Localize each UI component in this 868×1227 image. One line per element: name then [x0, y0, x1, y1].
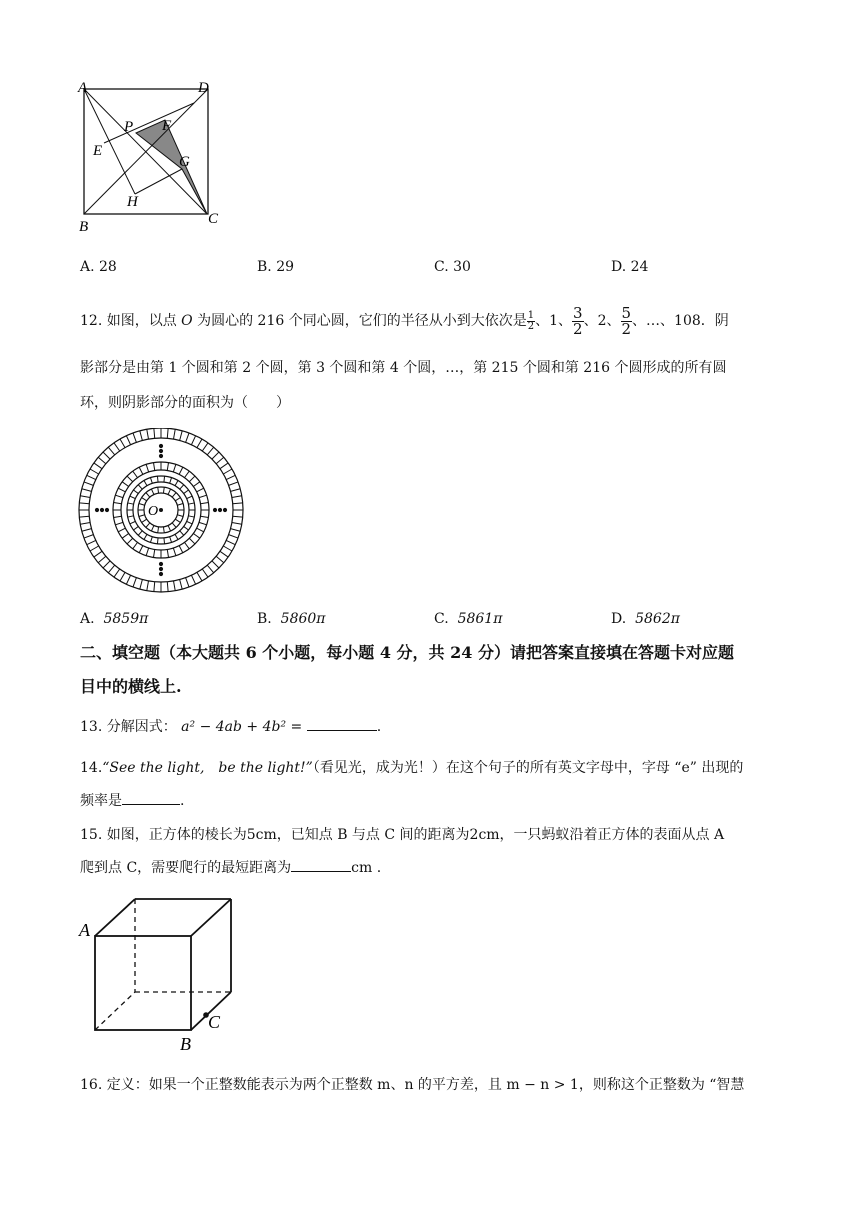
ring-hatch: [207, 565, 213, 573]
ring-hatch: [216, 556, 224, 562]
ring-hatch: [172, 493, 176, 498]
ring-hatch: [139, 515, 145, 517]
ellipsis-dot: [223, 508, 227, 512]
ellipsis-dot: [95, 508, 99, 512]
ring-hatch: [223, 546, 232, 551]
ellipsis-dot: [100, 508, 104, 512]
ring-hatch: [172, 523, 176, 528]
ring-hatch: [197, 488, 204, 492]
ring-hatch: [151, 489, 153, 494]
ring-hatch: [175, 481, 178, 486]
ring-hatch: [223, 469, 232, 474]
section2-heading-line2: 目中的横线上.: [80, 677, 182, 696]
ring-hatch: [154, 582, 155, 592]
ring-hatch: [122, 482, 128, 487]
ring-hatch: [226, 475, 235, 479]
q12-option-c: C. 5861π: [434, 611, 503, 627]
ring-hatch: [185, 542, 190, 548]
ring-hatch: [114, 516, 122, 517]
ellipsis-dot: [159, 562, 163, 566]
ellipsis-dot: [159, 567, 163, 571]
ring-hatch: [138, 485, 142, 489]
ring-hatch: [118, 528, 125, 532]
label-E: E: [93, 143, 103, 159]
label-A: A: [78, 80, 88, 96]
ring-hatch: [140, 580, 143, 590]
ring-hatch: [82, 489, 92, 492]
ring-hatch: [80, 523, 90, 525]
ring-hatch: [84, 535, 93, 538]
q11-option-b: B. 29: [257, 259, 295, 275]
ring-hatch: [142, 498, 147, 501]
q15-line2: [80, 858, 381, 878]
ring-hatch: [179, 546, 183, 553]
q14-end: .: [180, 793, 185, 809]
q15-unit: cm .: [351, 860, 382, 876]
ring-hatch: [147, 581, 149, 591]
ring-hatch: [167, 428, 168, 438]
ring-hatch: [189, 538, 195, 544]
label-C: C: [208, 211, 219, 227]
ring-hatch: [98, 556, 106, 562]
ring-hatch: [114, 443, 120, 451]
ring-hatch: [201, 516, 209, 517]
label-C: C: [208, 1012, 221, 1032]
ring-hatch: [163, 487, 164, 493]
label-D: D: [198, 80, 209, 96]
ring-hatch: [167, 463, 168, 471]
q12-concentric-circles-figure: [76, 428, 246, 598]
q12-point-o: O: [181, 313, 193, 329]
fraction-half: $\frac{1}{2}$: [527, 309, 535, 332]
ring-hatch: [146, 548, 148, 556]
ring-hatch: [126, 575, 130, 584]
ring-hatch: [153, 550, 154, 558]
ring-hatch: [188, 516, 194, 517]
ring-hatch: [197, 528, 204, 532]
label-F: F: [162, 118, 172, 134]
q12-text-mid: 为圆心的 216 个同心圆，它们的半径从小到大依次是: [197, 313, 527, 329]
ring-hatch: [139, 546, 143, 553]
ring-hatch: [226, 540, 235, 544]
ring-hatch: [108, 565, 114, 573]
ring-hatch: [115, 495, 123, 497]
ring-hatch: [185, 471, 190, 477]
ring-hatch: [157, 538, 158, 544]
ring-hatch: [193, 534, 199, 539]
ring-hatch: [80, 496, 90, 498]
ring-hatch: [199, 495, 207, 497]
ring-hatch: [146, 523, 150, 528]
ring-hatch: [191, 436, 195, 445]
ring-hatch: [114, 502, 122, 503]
ring-hatch: [231, 489, 241, 492]
ring-hatch: [175, 519, 180, 522]
ring-hatch: [173, 464, 175, 472]
ring-hatch: [180, 531, 184, 535]
q13-number: 13.: [80, 719, 103, 735]
q11-figure: [74, 78, 234, 238]
label-P: P: [124, 119, 134, 135]
ring-hatch: [175, 534, 178, 539]
q12-number: 12.: [80, 313, 103, 329]
q14-answer-blank[interactable]: [122, 804, 180, 805]
label-G: G: [179, 154, 190, 170]
q15-line2-text: 爬到点 C，需要爬行的最短距离为: [80, 860, 292, 876]
ring-hatch: [184, 490, 189, 494]
ring-hatch: [127, 538, 133, 544]
center-point: [159, 508, 163, 512]
ring-hatch: [232, 496, 242, 498]
ring-hatch: [140, 431, 143, 441]
ring-hatch: [167, 550, 168, 558]
ring-hatch: [186, 578, 189, 587]
ring-hatch: [177, 504, 183, 506]
q14-number: 14.: [80, 760, 103, 776]
ring-hatch: [118, 488, 125, 492]
q13-expression: a² − 4ab + 4b² =: [181, 719, 303, 735]
ring-hatch: [167, 582, 168, 592]
ring-hatch: [133, 490, 138, 494]
shaded-region: [136, 120, 207, 214]
ring-hatch: [191, 575, 195, 584]
ring-hatch: [151, 525, 153, 530]
ring-hatch: [150, 537, 152, 543]
ring-hatch: [139, 467, 143, 474]
ring-hatch: [139, 504, 145, 506]
ring-hatch: [133, 526, 138, 530]
section2-heading-line1: 二、填空题（本大题共 6 个小题，每小题 4 分，共 24 分）请把答案直接填在答题卡对应题: [80, 643, 734, 662]
ring-hatch: [220, 463, 228, 469]
ring-hatch: [98, 457, 106, 463]
q12-sep1: 、1、: [535, 313, 573, 329]
q14-text: （看见光，成为光！）在这个句子的所有英文字母中，字母 “e” 出现的: [312, 760, 744, 776]
ring-hatch: [216, 457, 224, 463]
ring-hatch: [199, 522, 207, 524]
ring-hatch: [79, 516, 89, 517]
ring-hatch: [90, 546, 99, 551]
ring-hatch: [212, 561, 219, 568]
q13-end: .: [376, 719, 382, 735]
ellipsis-dot: [213, 508, 217, 512]
ring-hatch: [168, 489, 170, 494]
q12-line2: 影部分是由第 1 个圆和第 2 个圆，第 3 个圆和第 4 个圆，…，第 215 个圆和第 216 个圆形成的所有圆: [80, 360, 727, 376]
ring-hatch: [174, 429, 176, 439]
ring-hatch: [232, 523, 242, 525]
ring-hatch: [146, 493, 150, 498]
ring-hatch: [233, 503, 243, 504]
ring-hatch: [144, 534, 147, 539]
ring-hatch: [187, 496, 192, 498]
q11-option-a: A. 28: [80, 259, 117, 275]
ring-hatch: [180, 431, 183, 441]
ring-hatch: [90, 469, 99, 474]
ellipsis-dot: [159, 454, 163, 458]
q13-answer-blank[interactable]: [307, 730, 377, 731]
ring-hatch: [127, 476, 133, 482]
ring-hatch: [130, 521, 135, 523]
ring-hatch: [231, 529, 241, 532]
q11-option-d: D. 24: [611, 259, 649, 275]
q16-line1: 16. 定义：如果一个正整数能表示为两个正整数 m、n 的平方差，且 m − n > 1，则称这个正整数为 “智慧: [80, 1077, 745, 1093]
ring-hatch: [179, 467, 183, 474]
ring-hatch: [138, 531, 142, 535]
ring-hatch: [133, 471, 138, 477]
ring-hatch: [180, 580, 183, 590]
label-H: H: [127, 194, 138, 210]
q15-answer-blank[interactable]: [291, 871, 351, 872]
fraction-five-halves: $\frac{5}{2}$: [621, 303, 632, 338]
ring-hatch: [186, 433, 189, 442]
ring-hatch: [108, 447, 114, 455]
ring-hatch: [158, 487, 159, 493]
ring-hatch: [154, 428, 155, 438]
ring-hatch: [202, 569, 208, 577]
q14-line2-text: 频率是: [80, 793, 122, 809]
ring-hatch: [114, 569, 120, 577]
q11-option-c: C. 30: [434, 259, 471, 275]
label-A: A: [79, 920, 90, 940]
ellipsis-dot: [159, 449, 163, 453]
ring-hatch: [197, 572, 202, 581]
q15-line1: 15. 如图，正方体的棱长为5cm，已知点 B 与点 C 间的距离为2cm，一只蚂蚁沿着正方体的表面从点 A: [80, 827, 725, 843]
ring-hatch: [146, 464, 148, 472]
ring-hatch: [184, 526, 189, 530]
ring-hatch: [229, 482, 238, 485]
ring-hatch: [144, 481, 147, 486]
ring-hatch: [177, 515, 183, 517]
ring-hatch: [120, 572, 125, 581]
ring-hatch: [84, 482, 93, 485]
fraction-three-halves: $\frac{3}{2}$: [573, 303, 583, 338]
ring-hatch: [158, 527, 159, 533]
ring-hatch: [142, 519, 147, 522]
ring-hatch: [115, 522, 123, 524]
q12-option-d: D. 5862π: [611, 611, 680, 627]
ring-hatch: [79, 503, 89, 504]
ring-hatch: [187, 521, 192, 523]
q14-quote: “See the light, be the light!”: [102, 760, 313, 776]
ring-hatch: [122, 534, 128, 539]
ring-hatch: [201, 502, 209, 503]
ring-hatch: [133, 542, 138, 548]
ellipsis-dot: [105, 508, 109, 512]
ring-hatch: [153, 463, 154, 471]
q12-text-before: 如图，以点: [106, 313, 177, 329]
ring-hatch: [164, 538, 165, 544]
ring-hatch: [175, 498, 180, 501]
ring-hatch: [163, 527, 164, 533]
ring-hatch: [94, 463, 102, 469]
ellipsis-dot: [159, 572, 163, 576]
q13-line: [80, 717, 381, 737]
ring-hatch: [126, 436, 130, 445]
ring-hatch: [170, 537, 172, 543]
q15-cube-figure: [74, 893, 234, 1058]
q14-line2: [80, 791, 184, 811]
ring-hatch: [87, 540, 96, 544]
q12-text-after: 、…、108．阴: [632, 313, 729, 329]
ring-hatch: [164, 476, 165, 482]
ring-hatch: [133, 433, 136, 442]
ring-hatch: [147, 429, 149, 439]
ring-hatch: [220, 551, 228, 557]
ring-hatch: [170, 478, 172, 484]
ring-hatch: [189, 476, 195, 482]
ring-hatch: [128, 503, 134, 504]
q12-sep2: 、2、: [583, 313, 621, 329]
q13-text: 分解因式：: [106, 719, 177, 735]
ring-hatch: [229, 535, 238, 538]
ring-hatch: [157, 476, 158, 482]
ring-hatch: [130, 496, 135, 498]
q12-option-b: B. 5860π: [257, 611, 326, 627]
ring-hatch: [180, 485, 184, 489]
ellipsis-dot: [218, 508, 222, 512]
ring-hatch: [212, 452, 219, 459]
ring-hatch: [168, 525, 170, 530]
ring-hatch: [174, 581, 176, 591]
q12-line3: 环，则阴影部分的面积为（ ）: [80, 395, 290, 411]
q12-line1: [80, 302, 729, 340]
ring-hatch: [128, 516, 134, 517]
ring-hatch: [120, 439, 125, 448]
q14-line1: [80, 758, 743, 778]
ring-hatch: [133, 578, 136, 587]
ring-hatch: [207, 447, 213, 455]
ring-hatch: [202, 443, 208, 451]
ring-hatch: [94, 551, 102, 557]
ring-hatch: [103, 452, 110, 459]
label-B: B: [180, 1034, 191, 1054]
ring-hatch: [150, 478, 152, 484]
ring-hatch: [87, 475, 96, 479]
ellipsis-dot: [159, 444, 163, 448]
ring-hatch: [103, 561, 110, 568]
ring-hatch: [233, 516, 243, 517]
ring-hatch: [197, 439, 202, 448]
ring-hatch: [173, 548, 175, 556]
ring-hatch: [82, 529, 92, 532]
label-B: B: [79, 219, 89, 235]
q12-option-a: A. 5859π: [80, 611, 149, 627]
label-O: O: [148, 504, 159, 519]
ring-hatch: [188, 503, 194, 504]
ring-hatch: [193, 482, 199, 487]
